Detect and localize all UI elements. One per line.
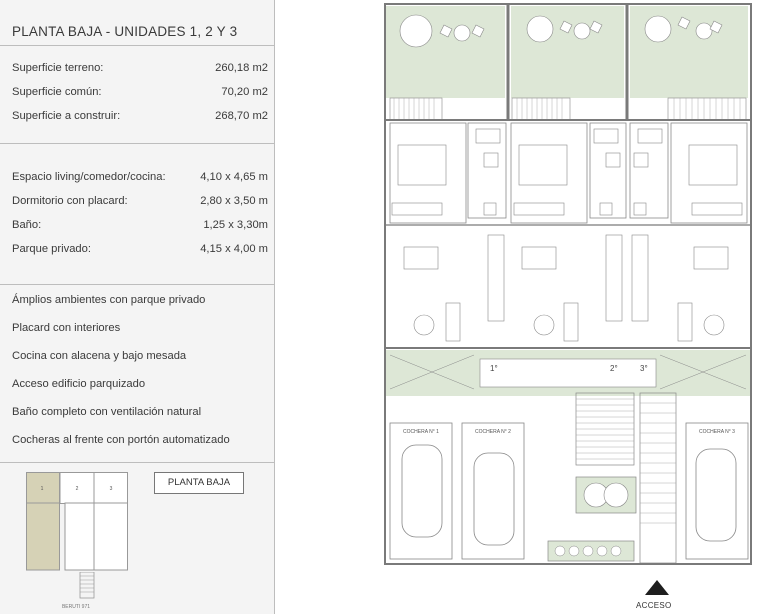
minimap-unit-2-body	[65, 503, 94, 570]
street-label: BERUTI 971	[61, 604, 91, 610]
feature-item: Ámplios ambientes con parque privado	[12, 294, 206, 306]
rear-garden-2	[511, 6, 624, 98]
corridor	[480, 359, 656, 387]
car	[402, 445, 442, 537]
minimap-label-2: 2	[75, 486, 79, 492]
pergola	[390, 98, 442, 120]
unit-number-1: 1°	[490, 364, 498, 373]
surface-value: 70,20 m2	[221, 86, 268, 98]
car	[696, 449, 736, 541]
access-arrow-icon	[645, 580, 669, 595]
surface-label: Superficie terreno:	[12, 62, 104, 74]
divider	[0, 284, 275, 285]
minimap-stairs	[26, 572, 128, 612]
access-label: ACCESO	[636, 601, 672, 610]
dimension-label: Baño:	[12, 219, 42, 231]
feature-item: Cocheras al frente con portón automatizado	[12, 434, 230, 446]
divider	[0, 143, 275, 144]
dimension-value: 2,80 x 3,50 m	[200, 195, 268, 207]
surface-value: 260,18 m2	[215, 62, 268, 74]
minimap-label-3: 3	[109, 486, 113, 492]
rear-garden-1	[386, 6, 505, 98]
dimension-label: Espacio living/comedor/cocina:	[12, 171, 166, 183]
minimap-label-1: 1	[40, 486, 44, 492]
pergola	[512, 98, 570, 120]
unit-number-2: 2°	[610, 364, 618, 373]
feature-item: Acceso edificio parquizado	[12, 378, 146, 390]
minimap-unit-3-body	[94, 503, 128, 570]
garage-label-2: COCHERA N° 2	[475, 429, 511, 435]
surface-label: Superficie común:	[12, 86, 102, 98]
car	[474, 453, 514, 545]
dimension-value: 1,25 x 3,30m	[203, 219, 268, 231]
minimap-unit-1-body	[27, 503, 60, 570]
surface-value: 268,70 m2	[215, 110, 268, 122]
unit-number-3: 3°	[640, 364, 648, 373]
feature-item: Cocina con alacena y bajo mesada	[12, 350, 187, 362]
info-panel	[0, 0, 275, 614]
dimension-label: Dormitorio con placard:	[12, 195, 128, 207]
divider	[0, 462, 275, 463]
pergola	[668, 98, 746, 120]
divider	[0, 45, 275, 46]
rear-garden-3	[630, 6, 748, 98]
dimension-value: 4,15 x 4,00 m	[200, 243, 268, 255]
garage-label-3: COCHERA N° 3	[699, 429, 735, 435]
dimension-value: 4,10 x 4,65 m	[200, 171, 268, 183]
surface-label: Superficie a construir:	[12, 110, 121, 122]
floor-plan	[384, 3, 752, 567]
garage-label-1: COCHERA N° 1	[403, 429, 439, 435]
feature-item: Baño completo con ventilación natural	[12, 406, 202, 418]
feature-item: Placard con interiores	[12, 322, 121, 334]
page-title: PLANTA BAJA - UNIDADES 1, 2 Y 3	[12, 24, 238, 39]
dimension-label: Parque privado:	[12, 243, 91, 255]
unit-minimap	[26, 472, 128, 572]
planta-baja-button[interactable]: PLANTA BAJA	[154, 472, 244, 494]
